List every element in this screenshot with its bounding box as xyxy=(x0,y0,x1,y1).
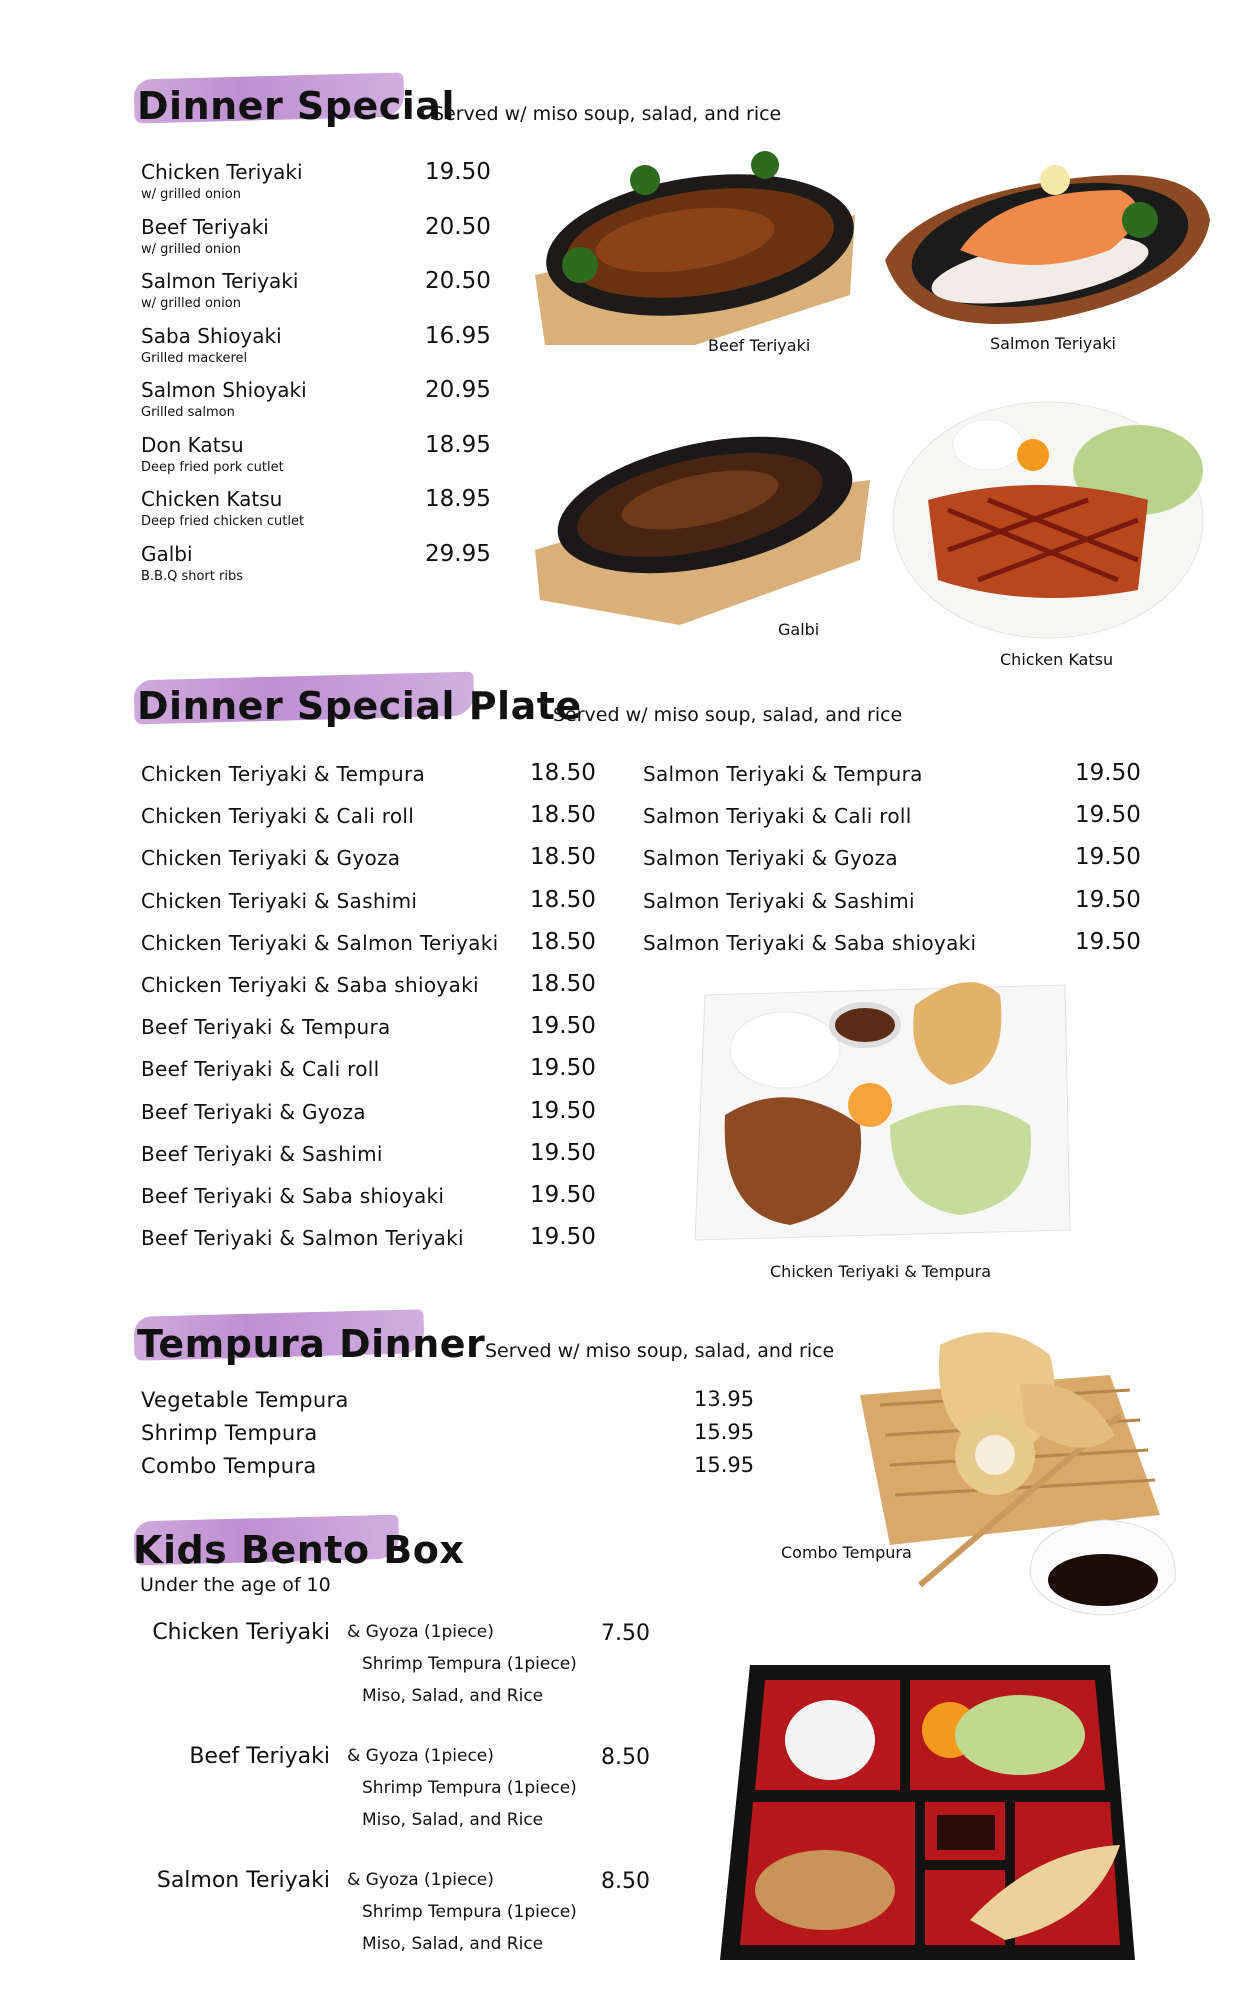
item-description: w/ grilled onion xyxy=(141,187,241,202)
plate-item-name: Beef Teriyaki & Salmon Teriyaki xyxy=(141,1226,464,1251)
item-name: Chicken Teriyaki xyxy=(141,160,303,184)
photo-caption: Beef Teriyaki xyxy=(708,336,811,355)
item-description: Grilled mackerel xyxy=(141,350,248,366)
plate-item-name: Chicken Teriyaki & Saba shioyaki xyxy=(141,973,479,997)
plate-item-name: Chicken Teriyaki & Salmon Teriyaki xyxy=(141,930,499,955)
item-price: 16.95 xyxy=(425,322,491,349)
kids-item-name: Salmon Teriyaki xyxy=(156,1868,330,1893)
plate-item-price: 18.50 xyxy=(530,928,596,955)
kids-item-detail: Shrimp Tempura (1piece) xyxy=(362,1778,577,1798)
menu-item xyxy=(141,542,243,584)
item-description: w/ grilled onion xyxy=(141,241,241,257)
section-title-kids-bento: Kids Bento Box xyxy=(133,1528,465,1572)
plate-item-price: 19.50 xyxy=(530,1224,596,1251)
tempura-item-price: 15.95 xyxy=(694,1420,755,1444)
section-subtitle: Served w/ miso soup, salad, and rice xyxy=(432,103,782,125)
plate-item-price: 19.50 xyxy=(530,1055,596,1082)
bento-box-photo xyxy=(715,1660,1145,1975)
kids-item-detail: Miso, Salad, and Rice xyxy=(362,1686,544,1706)
kids-item-price: 7.50 xyxy=(601,1621,650,1646)
kids-item-price: 8.50 xyxy=(601,1745,650,1770)
plate-item-price: 19.50 xyxy=(1075,760,1141,786)
plate-item-price: 19.50 xyxy=(1075,886,1141,913)
plate-item-price: 19.50 xyxy=(530,1013,596,1040)
item-name: Salmon Teriyaki xyxy=(141,269,299,293)
section-title-dinner-special: Dinner Special xyxy=(137,84,455,128)
kids-item-detail: & Gyoza (1piece) xyxy=(347,1622,494,1642)
plate-item-name: Salmon Teriyaki & Saba shioyaki xyxy=(643,930,977,955)
photo-caption: Chicken Teriyaki & Tempura xyxy=(770,1262,992,1281)
item-description: Grilled salmon xyxy=(141,405,235,420)
combo-tempura-photo xyxy=(820,1295,1220,1635)
kids-item-price: 8.50 xyxy=(601,1869,650,1894)
item-name: Don Katsu xyxy=(141,432,244,457)
plate-item-price: 19.50 xyxy=(1075,844,1141,871)
tempura-item-price: 15.95 xyxy=(694,1453,755,1477)
plate-item-name: Beef Teriyaki & Gyoza xyxy=(141,1099,366,1124)
tempura-item-price: 13.95 xyxy=(694,1387,755,1411)
menu-item xyxy=(141,160,303,202)
photo-caption: Chicken Katsu xyxy=(1000,650,1114,669)
plate-item-price: 18.50 xyxy=(530,844,596,871)
plate-item-name: Beef Teriyaki & Tempura xyxy=(141,1015,391,1040)
item-price: 29.95 xyxy=(425,540,491,567)
kids-item-detail: Miso, Salad, and Rice xyxy=(362,1934,544,1954)
kids-item-detail: & Gyoza (1piece) xyxy=(347,1746,494,1766)
plate-item-price: 18.50 xyxy=(530,760,596,786)
item-price: 18.95 xyxy=(425,431,491,458)
salmon-teriyaki-photo xyxy=(880,160,1215,340)
kids-item-name: Beef Teriyaki xyxy=(189,1744,330,1769)
item-price: 20.50 xyxy=(425,268,491,294)
menu-item xyxy=(141,269,298,311)
photo-caption: Salmon Teriyaki xyxy=(990,334,1116,353)
plate-item-price: 18.50 xyxy=(530,886,596,913)
tempura-item-name: Shrimp Tempura xyxy=(141,1421,318,1445)
chicken-katsu-photo xyxy=(888,390,1218,640)
plate-item-name: Beef Teriyaki & Saba shioyaki xyxy=(141,1184,445,1208)
menu-item xyxy=(141,324,282,366)
section-subtitle: Served w/ miso soup, salad, and rice xyxy=(485,1340,835,1362)
plate-item-name: Chicken Teriyaki & Cali roll xyxy=(141,804,415,829)
item-price: 20.50 xyxy=(425,213,491,240)
section-title-tempura-dinner: Tempura Dinner xyxy=(137,1322,486,1366)
plate-item-name: Beef Teriyaki & Cali roll xyxy=(141,1057,380,1082)
plate-item-name: Chicken Teriyaki & Tempura xyxy=(141,762,426,786)
kids-item-detail: & Gyoza (1piece) xyxy=(347,1870,494,1890)
beef-teriyaki-photo xyxy=(525,145,865,360)
section-title-dinner-special-plate: Dinner Special Plate xyxy=(137,684,582,728)
plate-item-name: Chicken Teriyaki & Sashimi xyxy=(141,888,418,913)
item-price: 18.95 xyxy=(425,486,491,512)
photo-caption: Galbi xyxy=(778,620,820,639)
item-name: Salmon Shioyaki xyxy=(141,378,307,402)
item-name: Galbi xyxy=(141,541,193,566)
plate-item-name: Salmon Teriyaki & Gyoza xyxy=(643,846,898,871)
plate-item-name: Salmon Teriyaki & Cali roll xyxy=(643,804,912,829)
menu-item xyxy=(141,487,304,529)
plate-item-price: 19.50 xyxy=(1075,802,1141,829)
item-name: Saba Shioyaki xyxy=(141,323,282,348)
plate-item-name: Beef Teriyaki & Sashimi xyxy=(141,1141,383,1166)
plate-item-price: 18.50 xyxy=(530,971,596,997)
menu-item xyxy=(141,378,307,420)
menu-item xyxy=(141,433,284,475)
item-description: Deep fried pork cutlet xyxy=(141,459,284,475)
plate-item-name: Chicken Teriyaki & Gyoza xyxy=(141,846,401,871)
plate-item-price: 18.50 xyxy=(530,802,596,829)
tempura-item-name: Combo Tempura xyxy=(141,1454,317,1478)
item-description: w/ grilled onion xyxy=(141,296,241,311)
plate-item-price: 19.50 xyxy=(530,1097,596,1124)
plate-item-price: 19.50 xyxy=(530,1182,596,1208)
item-description: B.B.Q short ribs xyxy=(141,568,243,584)
kids-item-detail: Miso, Salad, and Rice xyxy=(362,1810,544,1830)
tempura-item-name: Vegetable Tempura xyxy=(141,1388,349,1412)
plate-item-name: Salmon Teriyaki & Sashimi xyxy=(643,888,915,913)
item-name: Chicken Katsu xyxy=(141,487,283,511)
photo-caption: Combo Tempura xyxy=(781,1543,912,1562)
item-price: 20.95 xyxy=(425,377,491,403)
section-subtitle: Served w/ miso soup, salad, and rice xyxy=(553,704,903,726)
item-price: 19.50 xyxy=(425,159,491,185)
item-name: Beef Teriyaki xyxy=(141,214,269,239)
section-subtitle: Under the age of 10 xyxy=(140,1574,331,1596)
menu-item xyxy=(141,215,269,257)
kids-item-detail: Shrimp Tempura (1piece) xyxy=(362,1654,577,1674)
plate-item-name: Salmon Teriyaki & Tempura xyxy=(643,762,923,786)
chicken-teriyaki-tempura-photo xyxy=(690,955,1075,1245)
kids-item-name: Chicken Teriyaki xyxy=(152,1620,330,1645)
item-description: Deep fried chicken cutlet xyxy=(141,514,305,529)
plate-item-price: 19.50 xyxy=(1075,928,1141,955)
kids-item-detail: Shrimp Tempura (1piece) xyxy=(362,1902,577,1922)
plate-item-price: 19.50 xyxy=(530,1139,596,1166)
galbi-photo xyxy=(530,410,875,630)
